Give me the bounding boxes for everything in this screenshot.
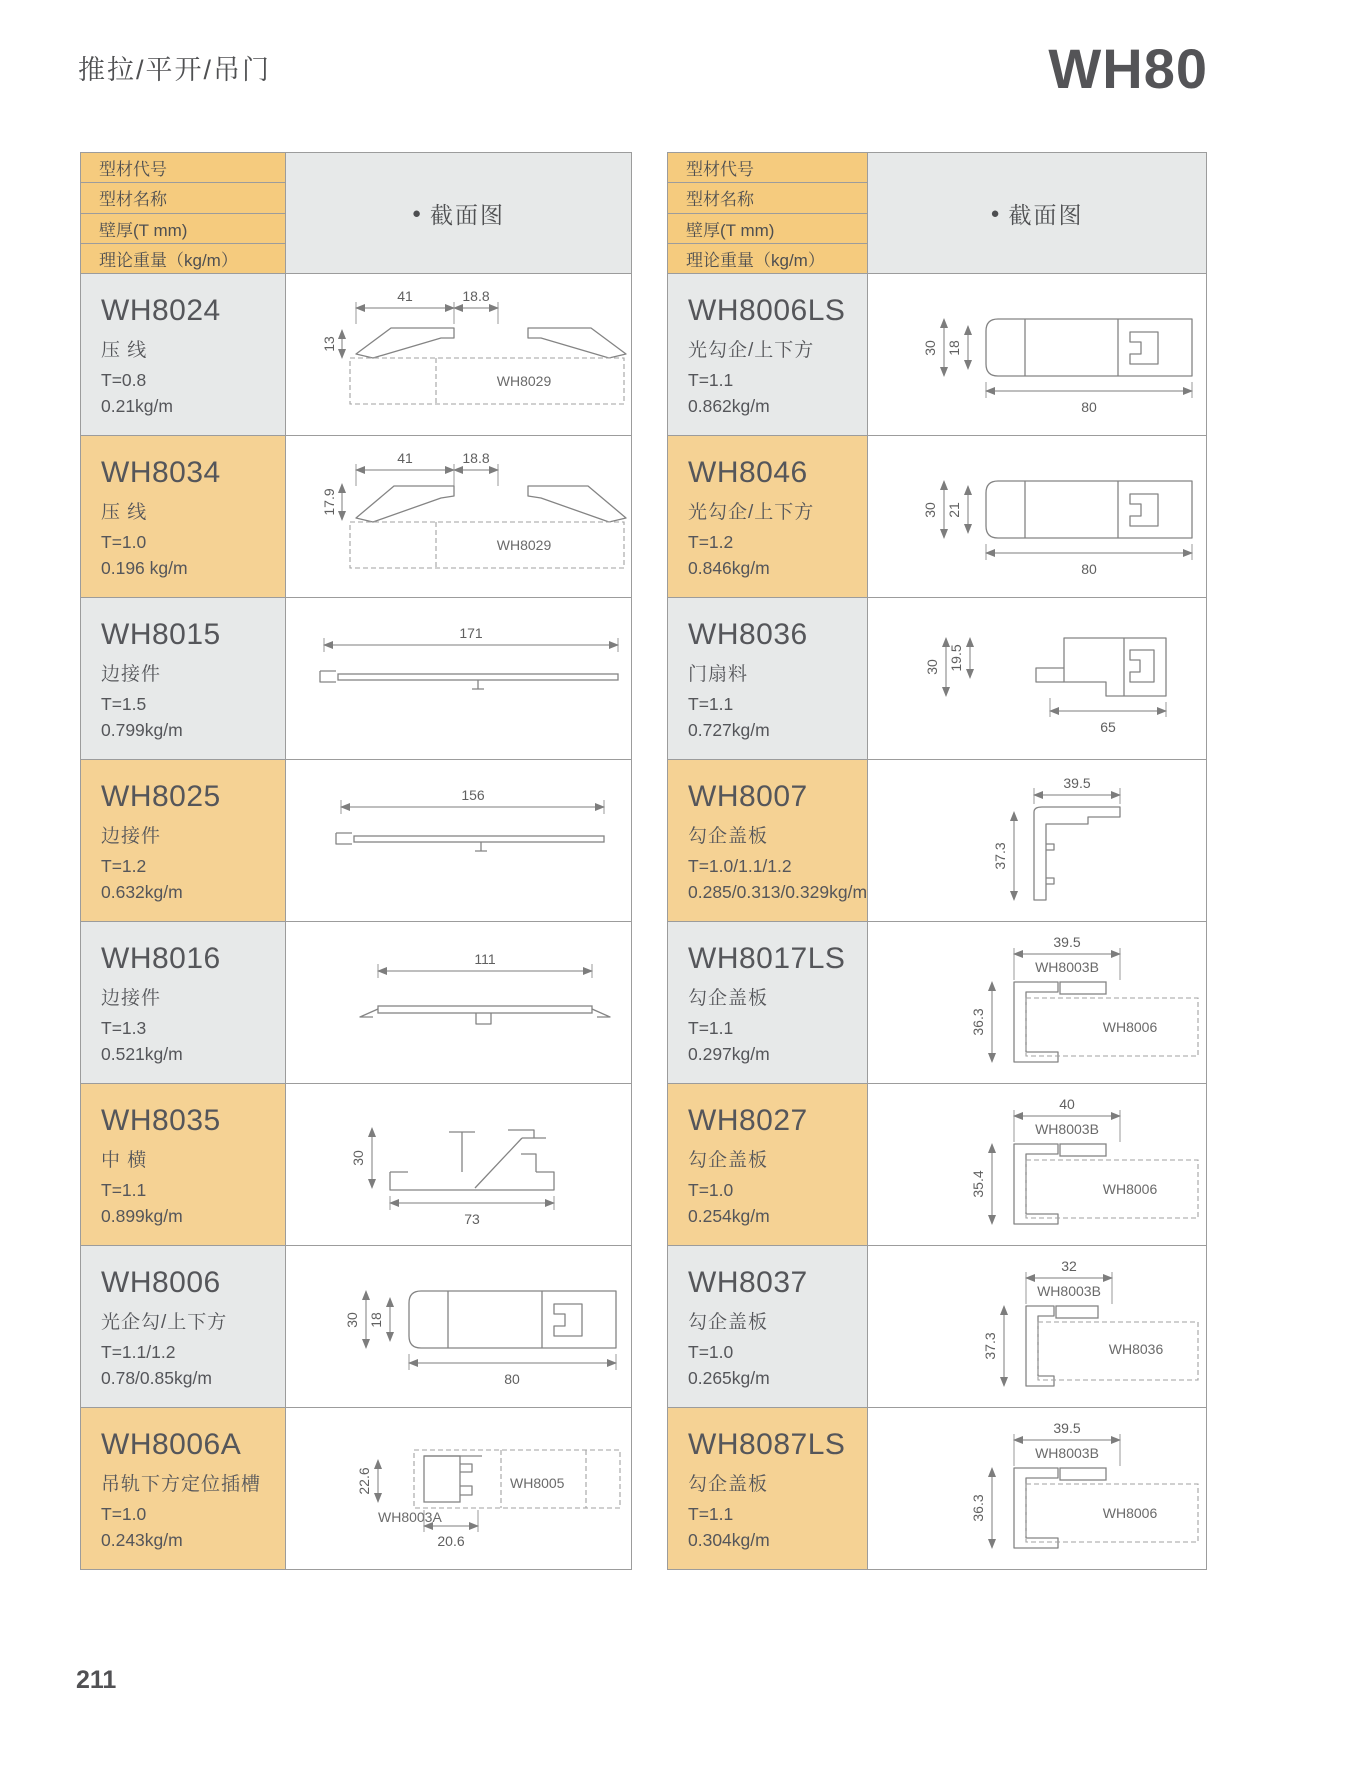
profile-outline [521,1154,536,1172]
label-cell [668,1084,868,1245]
profile-name: 边接件 [101,988,162,1009]
label-cell [668,436,868,597]
cross-section-svg [286,760,631,921]
dim-label: 37.3 [992,842,1008,870]
profile-name: 边接件 [101,664,162,685]
profile-outline [1046,844,1054,884]
table-row [668,435,1206,597]
table-row [81,759,631,921]
profile-outline [476,1013,491,1024]
profile-outline [460,1464,472,1495]
dim-label: 41 [397,288,413,304]
profile-name: 勾企盖板 [688,826,769,847]
table-row [668,1083,1206,1245]
label-cell [81,760,286,921]
profile-outline [336,833,352,844]
cross-section-svg [868,436,1206,597]
dim-label: 80 [1081,399,1097,415]
label-cell [81,1084,286,1245]
table-row [81,1245,631,1407]
dim-label: 22.6 [356,1467,372,1495]
weight-value: 0.243kg/m [101,1529,183,1550]
profile-code: WH8015 [101,618,221,651]
weight-value: 0.521kg/m [101,1043,183,1064]
cross-section-svg [286,1246,631,1407]
profile-code: WH8006A [101,1428,242,1461]
table-row [81,1083,631,1245]
table-row [81,273,631,435]
profile-specs [688,1177,859,1230]
dim-label: 39.5 [1053,934,1081,950]
diagram-cell [286,760,631,921]
profile-outline [1064,638,1166,696]
profile-name: 勾企盖板 [688,988,769,1009]
profile-outline [1026,1306,1054,1386]
cross-section-svg [868,598,1206,759]
ref-label: WH8005 [510,1475,565,1491]
cross-section-svg [286,436,631,597]
reference-profile-outline [350,358,624,404]
cross-section-svg [868,1408,1206,1569]
header-wall-thickness: 壁厚(T mm) [668,214,867,244]
weight-value: 0.727kg/m [688,719,770,740]
profile-outline [320,671,336,682]
label-cell [81,1408,286,1569]
table-row [668,1407,1206,1569]
label-cell [668,922,868,1083]
thickness-value: T=0.8 [101,369,147,390]
thickness-value: T=1.0 [101,531,147,552]
cross-section-svg [286,274,631,435]
thickness-value: T=1.3 [101,1017,147,1038]
weight-value: 0.899kg/m [101,1205,183,1226]
dim-label: 36.3 [970,1494,986,1522]
label-cell [81,922,286,1083]
cross-section-svg [286,1408,631,1569]
header-wall-thickness: 壁厚(T mm) [81,214,285,244]
table-row [81,1407,631,1569]
table-row [668,1245,1206,1407]
dim-label: 73 [464,1211,480,1227]
weight-value: 0.21kg/m [101,395,173,416]
profile-outline [356,328,454,358]
diagram-cell [868,760,1206,921]
weight-value: 0.78/0.85kg/m [101,1367,212,1388]
profile-outline [390,1172,554,1190]
profile-code: WH8006 [101,1266,221,1299]
dim-label: 20.6 [437,1533,465,1549]
label-cell [81,598,286,759]
profile-code: WH8027 [688,1104,808,1137]
cross-section-svg [868,760,1206,921]
profile-outline [472,680,484,689]
profile-outline [360,1009,378,1017]
profile-outline [409,1291,616,1348]
profile-outline [475,842,487,851]
section-view-header [286,153,631,273]
diagram-cell [868,598,1206,759]
dim-label: 18.8 [462,288,490,304]
dim-label: 21 [946,502,962,518]
diagram-cell [868,274,1206,435]
dim-label: 80 [1081,561,1097,577]
profile-code: WH8007 [688,780,808,813]
profile-code: WH8016 [101,942,221,975]
thickness-value: T=1.2 [101,855,147,876]
table-row [81,921,631,1083]
dim-label: 13 [321,336,337,352]
label-cell [668,598,868,759]
header-theoretical-weight: 理论重量（kg/m） [99,250,238,270]
dim-label: 39.5 [1053,1420,1081,1436]
profile-code: WH8017LS [688,942,846,975]
profile-outline [424,1456,460,1502]
profile-outline [986,319,1192,376]
profile-specs [101,853,277,906]
label-cell [81,436,286,597]
diagram-cell [286,1084,631,1245]
profile-outline [1014,1144,1058,1224]
dim-label: 41 [397,450,413,466]
cross-section-svg [286,1084,631,1245]
dim-label: 30 [922,340,938,356]
ref-label: WH8029 [496,537,552,553]
profile-code: WH8024 [101,294,221,327]
thickness-value: T=1.1 [688,693,734,714]
profile-outline [528,328,626,358]
label-cell [81,274,286,435]
profile-outline [354,836,604,842]
header-profile-name: 型材名称 [668,183,867,213]
profile-name: 光勾企/上下方 [688,502,815,523]
ref-label: WH8036 [1108,1341,1164,1357]
profile-code: WH8046 [688,456,808,489]
header-label-column [81,153,286,273]
label-cell [81,1246,286,1407]
thickness-value: T=1.0 [688,1341,734,1362]
weight-value: 0.254kg/m [688,1205,770,1226]
table-row [668,597,1206,759]
ref-label: WH8003A [378,1509,442,1525]
profile-code: WH8035 [101,1104,221,1137]
bullet-icon: ● [990,204,1000,222]
dim-label: 40 [1059,1096,1075,1112]
cross-section-svg [868,922,1206,1083]
profile-specs [688,1015,859,1068]
diagram-cell [286,274,631,435]
table-row [668,273,1206,435]
weight-value: 0.632kg/m [101,881,183,902]
label-cell [668,274,868,435]
profile-code: WH8037 [688,1266,808,1299]
label-cell [668,760,868,921]
ref-label: WH8003B [1035,1121,1099,1137]
dim-label: 39.5 [1063,775,1091,791]
ref-label: WH8006 [1102,1505,1158,1521]
dim-label: 156 [461,787,485,803]
profile-outline [1014,1468,1058,1548]
diagram-cell [868,436,1206,597]
profile-name: 光企勾/上下方 [101,1312,228,1333]
cross-section-svg [868,1246,1206,1407]
profile-outline [1014,982,1058,1062]
profile-outline [508,1130,546,1138]
profile-outline [1036,668,1064,682]
profile-outline [378,1006,592,1013]
profile-specs [101,367,277,420]
profile-outline [475,1138,522,1188]
diagram-cell [286,1408,631,1569]
profile-name: 压 线 [101,340,148,361]
header-theoretical-weight: 理论重量（kg/m） [686,250,825,270]
profile-specs [688,691,859,744]
table-row [81,435,631,597]
thickness-value: T=1.1 [688,369,734,390]
weight-value: 0.304kg/m [688,1529,770,1550]
reference-profile-outline [350,522,624,568]
dim-label: 17.9 [321,488,337,516]
table-header [668,153,1206,273]
weight-value: 0.265kg/m [688,1367,770,1388]
dim-label: 36.3 [970,1008,986,1036]
profile-table-left [80,152,632,1570]
weight-value: 0.862kg/m [688,395,770,416]
profile-specs [688,1339,859,1392]
dim-label: 111 [474,951,496,967]
profile-name: 压 线 [101,502,148,523]
dim-label: 30 [924,659,940,675]
ref-label: WH8003B [1037,1283,1101,1299]
profile-outline [338,674,618,680]
weight-value: 0.285/0.313/0.329kg/m [688,881,868,902]
dim-label: 30 [922,502,938,518]
dim-label: 30 [344,1312,360,1328]
thickness-value: T=1.5 [101,693,147,714]
profile-outline [449,1132,475,1172]
profile-code: WH8036 [688,618,808,651]
label-cell [668,1408,868,1569]
weight-value: 0.297kg/m [688,1043,770,1064]
series-title: WH80 [1048,37,1208,100]
section-view-header [868,153,1206,273]
page-number: 211 [76,1666,117,1694]
profile-specs [101,529,277,582]
profile-table-right [667,152,1207,1570]
cross-section-svg [286,922,631,1083]
profile-specs [101,1501,277,1554]
profile-specs [101,691,277,744]
ref-label: WH8006 [1102,1181,1158,1197]
header-label-column [668,153,868,273]
header-profile-name: 型材名称 [81,183,285,213]
cross-section-svg [286,598,631,759]
diagram-cell [286,598,631,759]
page-title: 推拉/平开/吊门 [78,55,272,85]
profile-name: 勾企盖板 [688,1312,769,1333]
profile-specs [688,853,868,906]
thickness-value: T=1.0/1.1/1.2 [688,855,792,876]
profile-outline [356,486,454,522]
profile-code: WH8087LS [688,1428,846,1461]
bullet-icon: ● [411,204,422,222]
profile-outline [986,481,1192,538]
profile-name: 勾企盖板 [688,1150,769,1171]
diagram-cell [868,1408,1206,1569]
profile-outline [1130,494,1158,526]
diagram-cell [868,1084,1206,1245]
profile-outline [1060,1468,1106,1480]
table-header [81,153,631,273]
dim-label: 30 [350,1150,366,1166]
cross-section-svg [868,1084,1206,1245]
thickness-value: T=1.1 [101,1179,147,1200]
profile-specs [101,1339,277,1392]
profile-name: 中 横 [101,1150,148,1171]
thickness-value: T=1.0 [101,1503,147,1524]
dim-label: 19.5 [948,644,964,672]
table-row [81,597,631,759]
ref-label: WH8029 [496,373,552,389]
dim-label: 37.3 [982,1332,998,1360]
header-profile-code: 型材代号 [81,153,285,183]
dim-label: 171 [459,625,483,641]
thickness-value: T=1.2 [688,531,734,552]
thickness-value: T=1.1 [688,1503,734,1524]
profile-outline [1130,650,1154,682]
profile-specs [688,529,859,582]
profile-name: 门扇料 [688,664,749,685]
profile-outline [1060,1144,1106,1156]
profile-specs [101,1177,277,1230]
dim-label: 32 [1061,1258,1077,1274]
profile-code: WH8034 [101,456,221,489]
profile-code: WH8025 [101,780,221,813]
diagram-cell [286,436,631,597]
weight-value: 0.799kg/m [101,719,183,740]
profile-outline [1056,1306,1098,1318]
diagram-cell [868,1246,1206,1407]
profile-outline [1034,807,1120,900]
table-row [668,759,1206,921]
diagram-cell [286,922,631,1083]
profile-outline [528,486,626,522]
thickness-value: T=1.0 [688,1179,734,1200]
header-profile-code: 型材代号 [668,153,867,183]
profile-name: 勾企盖板 [688,1474,769,1495]
weight-value: 0.196 kg/m [101,557,188,578]
diagram-cell [286,1246,631,1407]
ref-label: WH8006 [1102,1019,1158,1035]
profile-specs [688,1501,859,1554]
profile-outline [554,1304,582,1336]
profile-outline [592,1009,610,1017]
thickness-value: T=1.1 [688,1017,734,1038]
profile-name: 吊轨下方定位插槽 [101,1474,262,1495]
thickness-value: T=1.1/1.2 [101,1341,176,1362]
profile-code: WH8006LS [688,294,846,327]
ref-label: WH8003B [1035,959,1099,975]
section-view-label: 截面图 [1008,201,1084,228]
dim-label: 80 [504,1371,520,1387]
dim-label: 18.8 [462,450,490,466]
label-cell [668,1246,868,1407]
profile-outline [1060,982,1106,994]
cross-section-svg [868,274,1206,435]
profile-name: 光勾企/上下方 [688,340,815,361]
weight-value: 0.846kg/m [688,557,770,578]
dim-label: 35.4 [970,1170,986,1198]
diagram-cell [868,922,1206,1083]
profile-specs [101,1015,277,1068]
dim-label: 18 [946,340,962,356]
dim-label: 65 [1100,719,1116,735]
profile-specs [688,367,859,420]
profile-name: 边接件 [101,826,162,847]
table-row [668,921,1206,1083]
ref-label: WH8003B [1035,1445,1099,1461]
section-view-label: 截面图 [430,201,506,228]
profile-outline [1130,332,1158,364]
dim-label: 18 [368,1312,384,1328]
